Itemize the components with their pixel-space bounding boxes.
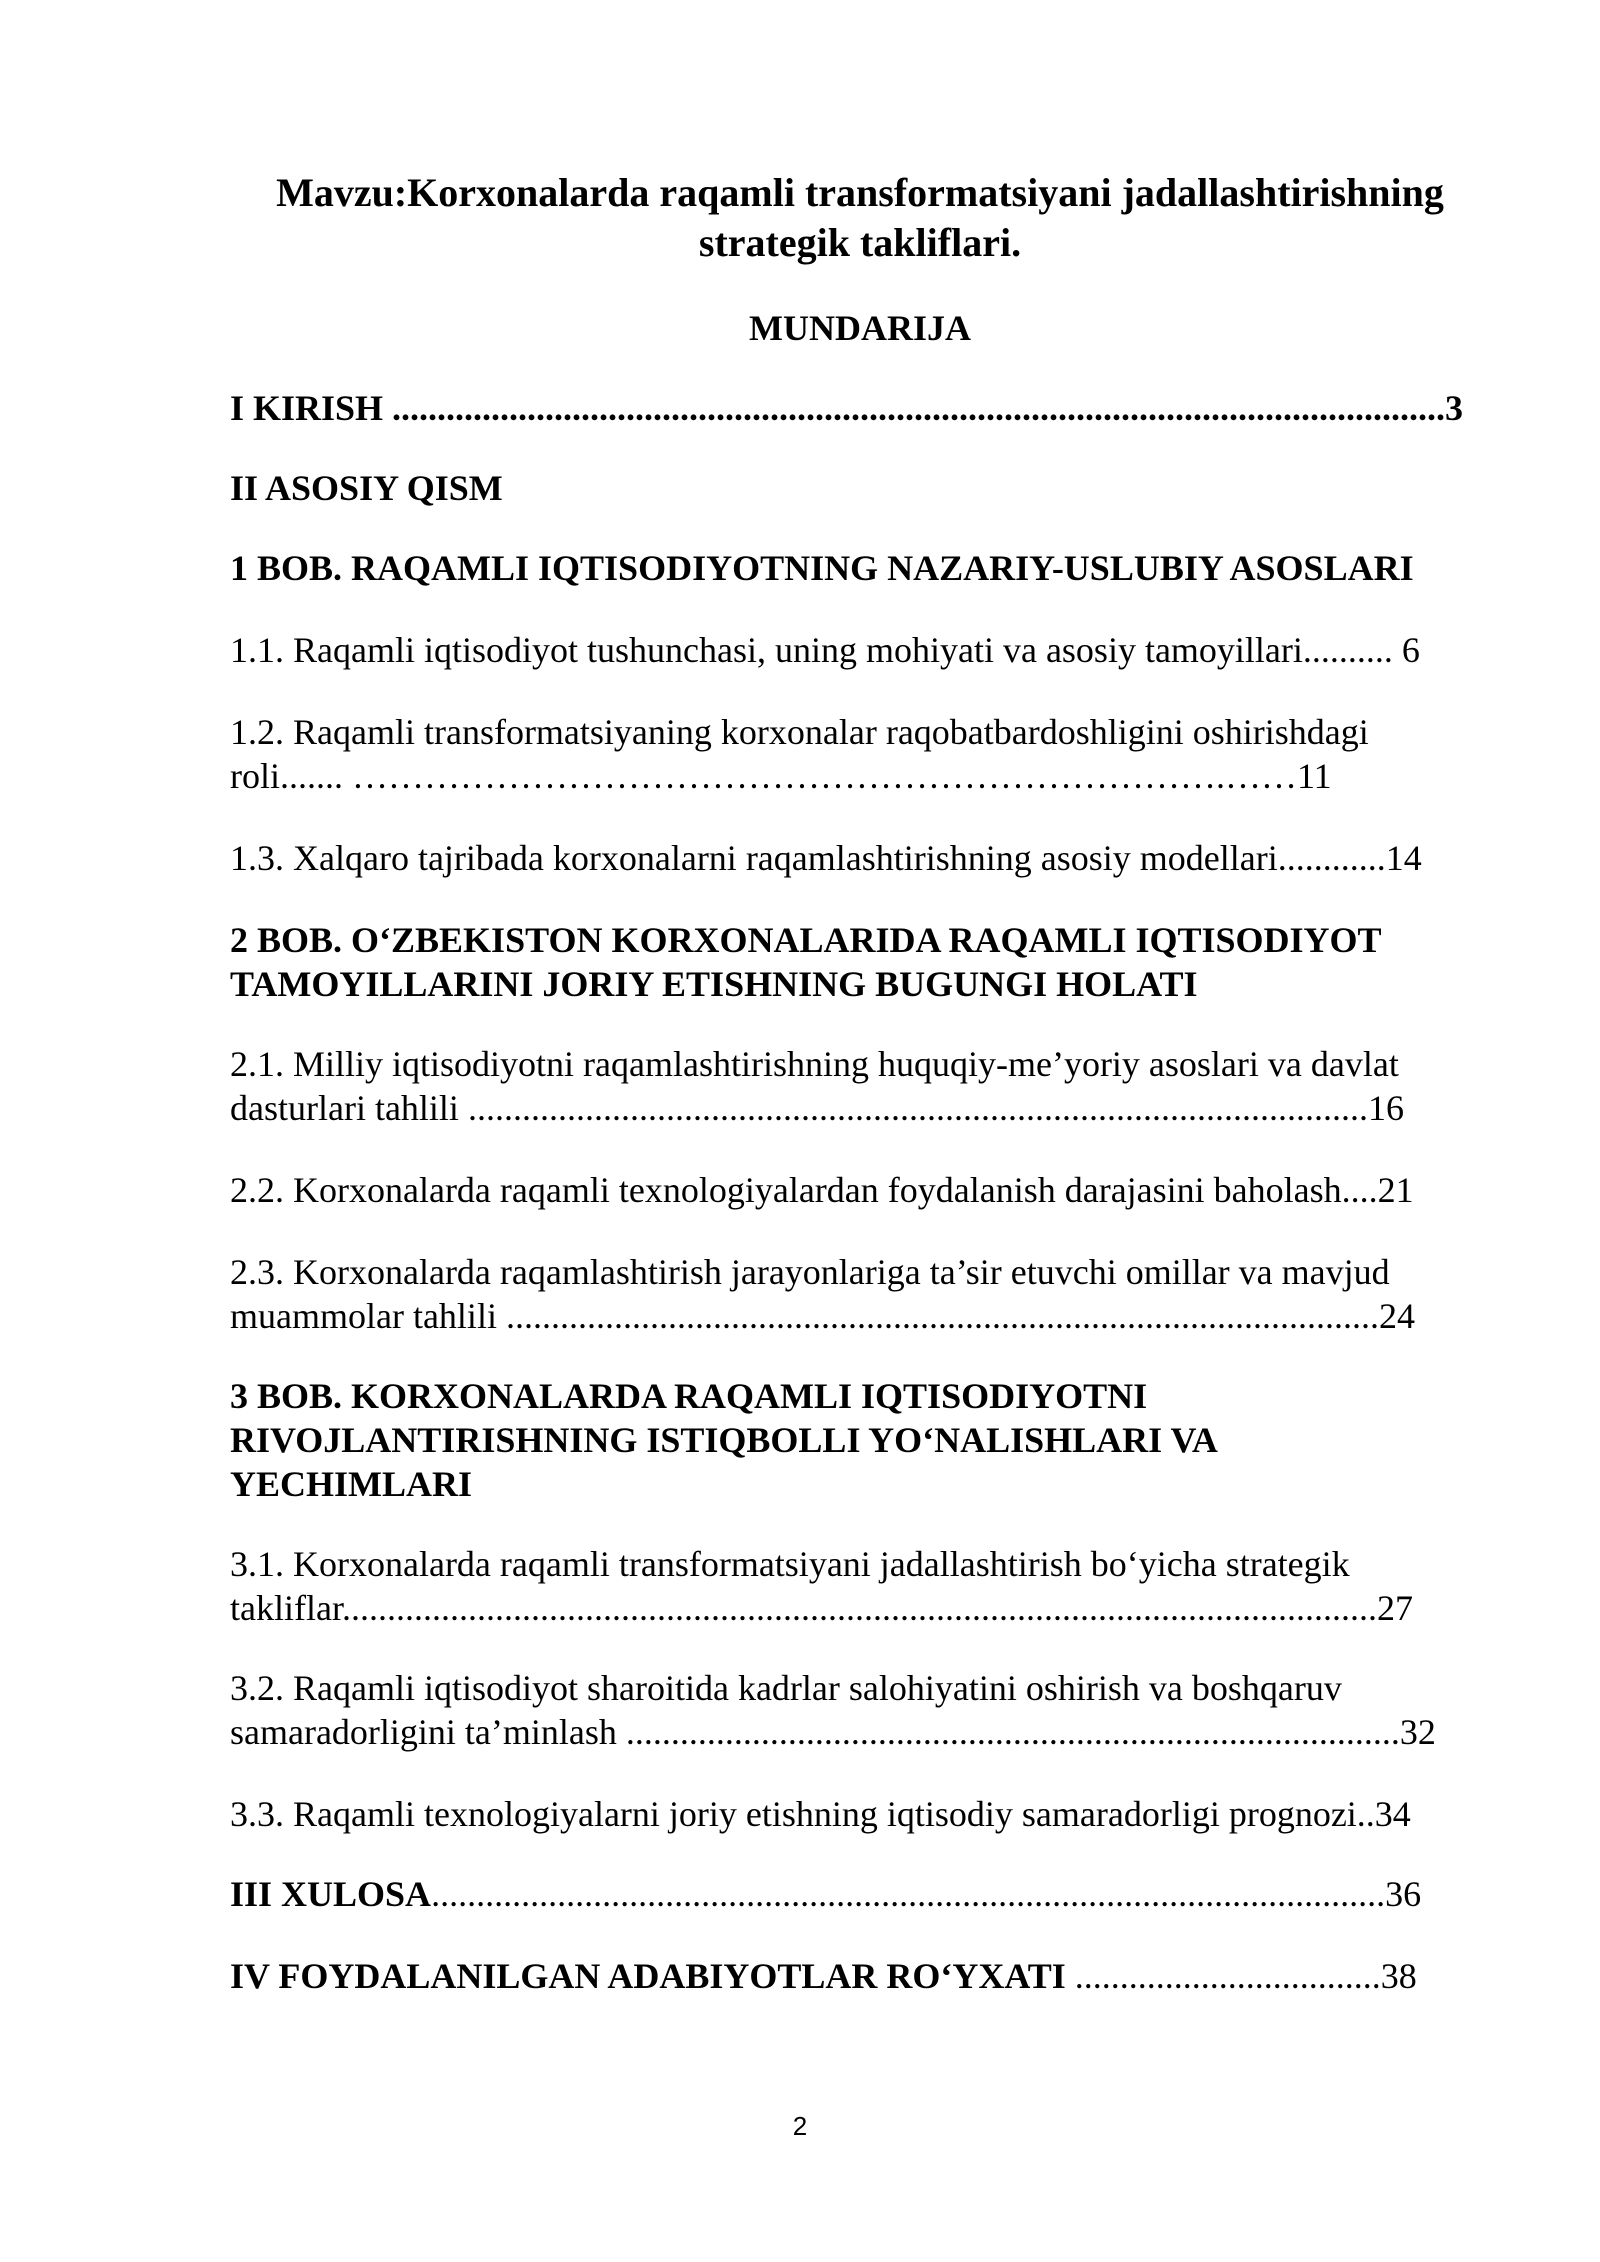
toc-entry-2-1-line1: 2.1. Milliy iqtisodiyotni raqamlashtirishning huquqiy-me’yoriy asoslari va davlat [230, 1044, 1399, 1084]
toc-entry-xulosa [230, 1872, 1480, 1916]
toc-entry-adabiyotlar [230, 1954, 1480, 1998]
toc-entry-bob2-line1: 2 BOB. O‘ZBEKISTON KORXONALARIDA RAQAMLI IQTISODIYOT [230, 920, 1382, 960]
toc-entry-adabiyotlar-label: IV FOYDALANILGAN ADABIYOTLAR RO‘YXATI [230, 1956, 1066, 1996]
title-line-1: Mavzu:Korxonalarda raqamli transformatsiyani jadallashtirishning [276, 170, 1444, 215]
toc-entry-xulosa-label: III XULOSA [230, 1874, 432, 1914]
page-number: 2 [792, 2111, 808, 2141]
toc-heading: MUNDARIJA [749, 308, 971, 348]
toc-entry-3-1-line1: 3.1. Korxonalarda raqamli transformatsiyani jadallashtirish bo‘yicha strategik [230, 1544, 1350, 1584]
toc-entry-asosiy-qism: II ASOSIY QISM [230, 468, 503, 508]
toc-entry-bob3-line1: 3 BOB. KORXONALARDA RAQAMLI IQTISODIYOTNI [230, 1376, 1148, 1416]
toc-entry-bob3-line3: YECHIMLARI [230, 1464, 473, 1504]
title-line-2: strategik takliflari. [698, 220, 1022, 265]
toc-entry-2-3-line2: muammolar tahlili .................................................................................................24 [230, 1296, 1415, 1336]
toc-entry-adabiyotlar-leader: ..................................38 [1065, 1956, 1417, 1996]
document-title [220, 168, 1500, 268]
toc-entry-kirish: I KIRISH .....................................................................................................................3 [230, 388, 1464, 428]
toc-entry-1-3: 1.3. Xalqaro tajribada korxonalarni raqamlashtirishning asosiy modellari............14 [230, 838, 1422, 878]
toc-entry-bob1: 1 BOB. RAQAMLI IQTISODIYOTNING NAZARIY-USLUBIY ASOSLARI [230, 548, 1414, 588]
toc-entry-3-1-line2: takliflar...................................................................................................................27 [230, 1588, 1413, 1628]
toc-entry-2-3-line1: 2.3. Korxonalarda raqamlashtirish jarayonlariga ta’sir etuvchi omillar va mavjud [230, 1252, 1390, 1292]
toc-entry-3-2-line1: 3.2. Raqamli iqtisodiyot sharoitida kadrlar salohiyatini oshirish va boshqaruv [230, 1668, 1342, 1708]
toc-entry-bob2-line2: TAMOYILLARINI JORIY ETISHNING BUGUNGI HOLATI [230, 964, 1198, 1004]
toc-entry-bob3-line2: RIVOJLANTIRISHNING ISTIQBOLLI YO‘NALISHLARI VA [230, 1420, 1218, 1460]
toc-entry-3-3: 3.3. Raqamli texnologiyalarni joriy etishning iqtisodiy samaradorligi prognozi..34 [230, 1794, 1411, 1834]
toc-entry-xulosa-leader: ..........................................................................................................36 [431, 1874, 1422, 1914]
toc-entry-2-2: 2.2. Korxonalarda raqamli texnologiyalardan foydalanish darajasini baholash....21 [230, 1170, 1414, 1210]
toc-entry-2-1-line2: dasturlari tahlili ....................................................................................................16 [230, 1088, 1404, 1128]
toc-entry-3-2-line2: samaradorligini ta’minlash ......................................................................................32 [230, 1712, 1436, 1752]
toc-entry-1-2-line1: 1.2. Raqamli transformatsiyaning korxonalar raqobatbardoshligini oshirishdagi [230, 712, 1369, 752]
toc-entry-1-2-line2: roli....... ……………………………………………………………….……11 [230, 756, 1332, 796]
toc-entry-1-1: 1.1. Raqamli iqtisodiyot tushunchasi, uning mohiyati va asosiy tamoyillari.......... 6 [230, 630, 1420, 670]
